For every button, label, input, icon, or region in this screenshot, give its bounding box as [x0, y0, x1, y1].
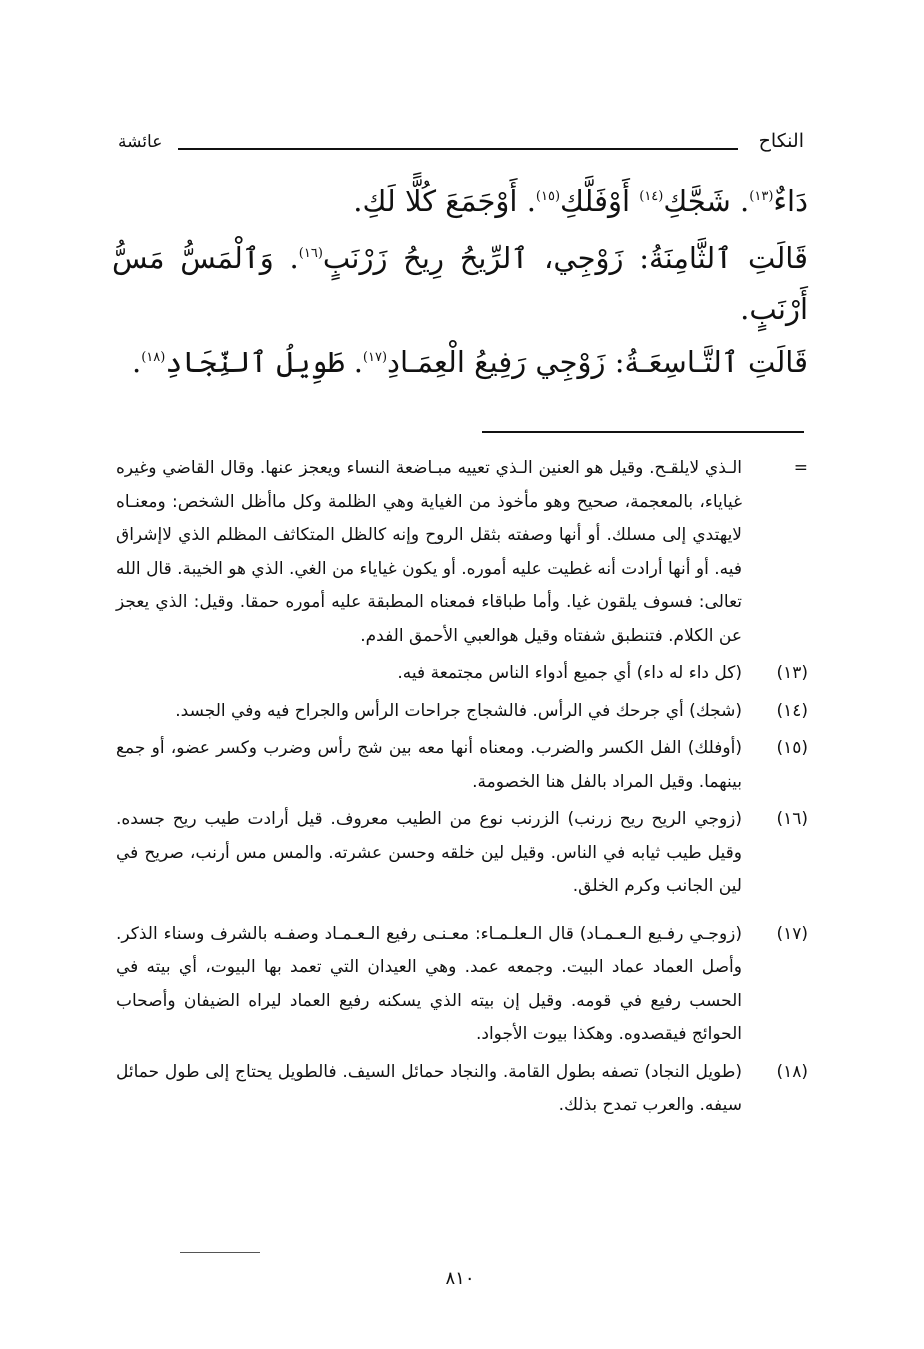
header-section-title: النكاح: [758, 130, 804, 152]
footnote-text: (أوفلك) الفل الكسر والضرب. ومعناه أنها معه بين شج رأس وضرب وكسر عضو، أو جمع بينهما. وقيل المراد بالفل هنا الخصومة.: [116, 738, 742, 792]
main-line-1-part-b: . شَجَّكِ: [663, 184, 750, 218]
main-line-1-part-d: . أَوْجَمَعَ كُلًّا لَكِ.: [353, 184, 536, 218]
footnote-number: =: [793, 458, 808, 478]
footnote-number: (١٧): [776, 923, 808, 944]
footnote-17: [116, 918, 808, 1052]
header-person-name: عائشة: [118, 132, 163, 152]
footnote-ref-17: (١٧): [362, 350, 388, 365]
footnote-ref-15: (١٥): [535, 189, 561, 204]
footnote-ref-13: (١٣): [749, 189, 774, 204]
footnote-separator: [482, 431, 804, 433]
main-text: [112, 176, 808, 392]
footnote-18: [116, 1056, 808, 1123]
footnote-ref-16: (١٦): [298, 246, 323, 261]
page-number: ٨١٠: [445, 1268, 475, 1289]
footnote-ref-14: (١٤): [639, 189, 664, 204]
footnote-text: (زوجي الريح ريح زرنب) الزرنب نوع من الطيب معروف. قيل أرادت طيب ريح جسده. وقيل طيب ثيابه في الناس. وقيل لين خلقه وحسن عشرته. والمس مس أرنب، صريح في لين الجانب وكرم الخلق.: [116, 809, 742, 896]
footnote-number: (١٤): [776, 700, 808, 721]
main-line-4-part-a: قَالَتِ ٱلتَّـاسِعَـةُ: زَوْجِي رَفِيعُ الْعِمَـادِ: [387, 345, 808, 379]
running-header: [118, 130, 804, 164]
footnote-14: [116, 695, 808, 729]
main-line-1-part-a: دَاءٌ: [773, 184, 808, 218]
footnote-number: (١٣): [776, 663, 808, 683]
footnote-number: (١٦): [776, 809, 808, 829]
footnote-number: (١٥): [776, 738, 808, 758]
footnote-number: (١٨): [776, 1061, 808, 1082]
footnote-text: (كل داء له داء) أي جميع أدواء الناس مجتمعة فيه.: [397, 663, 742, 683]
footnote-text: (شجك) أي جرحك في الرأس. فالشجاج جراحات الرأس والجراح فيه وفي الجسد.: [175, 700, 742, 721]
main-line-4: [112, 332, 808, 392]
footnote-15: [116, 732, 808, 799]
footnote-continued: [116, 452, 808, 653]
header-rule: [178, 148, 738, 150]
main-line-1: [112, 176, 808, 230]
footnote-13: [116, 657, 808, 691]
main-line-3: أَرْنَبٍ.: [740, 292, 808, 326]
main-line-2-part-a: قَالَتِ ٱلثَّامِنَةُ: زَوْجِي، ٱلرِّيحُ رِيحُ زَرْنَبٍ: [322, 241, 809, 275]
footnote-text: الـذي لايلقـح. وقيل هو العنين الـذي تعييه مبـاضعة النساء ويعجز عنها. وقال القاضي وغيره غياياء، بالمعجمة، صحيح وهو مأخوذ من الغياية وهي الظلمة وكل ماأظل الشخص: ومعنـاه لايهتدي إلى مسلك. أو أنها وصفته بثقل الروح وإنه كالظل المتكاثف المظلم الذي لاإشراق فيه. أو أنها أرادت أنه غطيت عليه أموره. أو يكون غياياء من الغي. الذي هو الخيبة. قال الله تعالى: فسوف يلقون غيا. وأما طباقاء فمعناه المطبقة عليه أموره حمقا. وقيل: الذي يعجز عن الكلام. فتنطبق شفتاه وقيل هوالعبي الأحمق الفدم.: [116, 458, 742, 646]
footnote-text: (زوجـي رفـيع الـعـمـاد) قال الـعلـمـاء: معـنـى رفيع الـعـمـاد وصفـه بالشرف وسناء الذكر. وأصل العماد عماد البيت. وجمعه عمد. وهي العيدان التي تعمد بها البيوت، أي بيته في الحسب رفيع في قومه. وقيل إن بيته الذي يسكنه رفيع العماد ليراه الضيفان وأصحاب الحوائج فيقصدوه. وهكذا بيوت الأجواد.: [116, 923, 742, 1044]
main-line-2: [112, 230, 808, 286]
footnotes: [116, 452, 808, 1123]
main-line-4-part-b: . طَوِيلُ ٱلنِّجَادِ: [165, 345, 363, 379]
bottom-rule: [180, 1252, 260, 1253]
main-line-1-part-c: أَوْفَلَّكِ: [560, 184, 640, 218]
main-line-4-part-c: .: [132, 345, 142, 379]
footnote-ref-18: (١٨): [141, 350, 166, 365]
footnote-text: (طويل النجاد) تصفه بطول القامة. والنجاد حمائل السيف. فالطويل يحتاج إلى طول حمائل سيفه. والعرب تمدح بذلك.: [116, 1061, 742, 1115]
footnote-16: [116, 803, 808, 904]
main-line-2-part-b: . وَٱلْمَسُّ مَسُّ: [112, 241, 299, 275]
